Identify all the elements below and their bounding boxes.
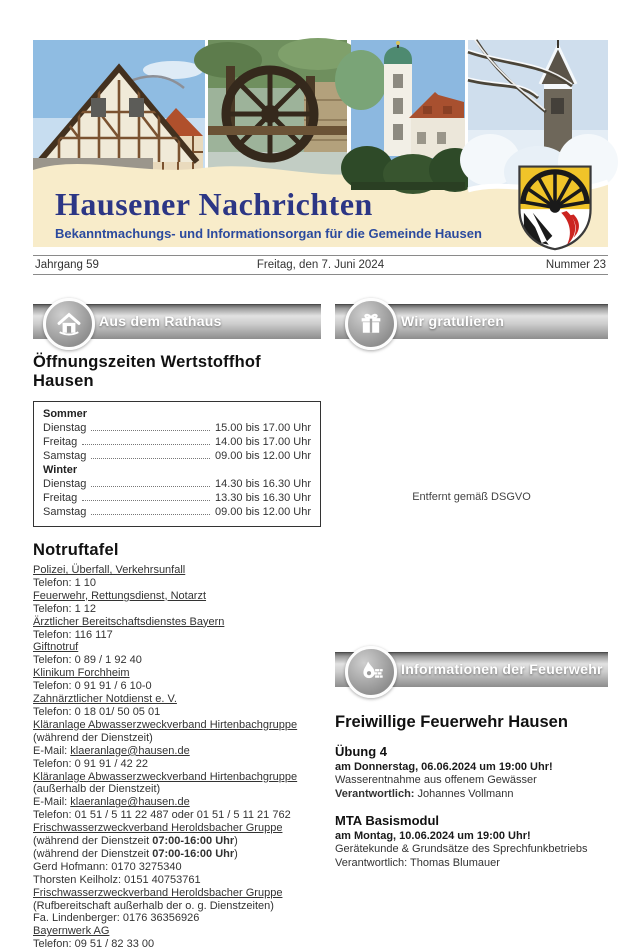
emergency-text: Telefon: 116 117 [33,628,113,641]
feuerwehr-item-description: Wasserentnahme aus offenem Gewässer [335,774,537,786]
emergency-text: Telefon: 01 51 / 5 11 22 487 oder 01 51 / 5 11 21 762 [33,809,291,822]
emergency-line [33,912,321,925]
opening-hours-group-label: Winter [43,464,78,476]
flame-icon [345,646,397,698]
emergency-line [33,564,321,577]
section-label-gratulieren: Wir gratulieren [401,313,505,329]
gift-icon [345,298,397,350]
dot-leader [91,477,210,487]
newsletter-subtitle: Bekanntmachungs- und Informationsorgan für die Gemeinde Hausen [55,226,482,241]
email-link[interactable]: klaeranlage@hausen.de [70,744,190,757]
dot-leader [91,449,210,459]
emergency-line [33,680,321,693]
emergency-entry-name: Kläranlage Abwasserzweckverband Hirtenbachgruppe [33,770,298,783]
emergency-line [33,758,321,771]
emergency-line [33,796,321,809]
feuerwehr-item-description: Gerätekunde & Grundsätze des Sprechfunkbetriebs [335,843,588,855]
emergency-text: (während der Dienstzeit) [33,731,153,744]
emergency-line [33,925,321,938]
emergency-line [33,900,321,913]
issue-jahrgang: Jahrgang 59 [35,259,99,271]
section-bar-feuerwehr [335,652,608,687]
emergency-text: Thorsten Keilholz: 0151 40753761 [33,873,201,886]
emergency-line [33,887,321,900]
emergency-text: Telefon: 0 18 01/ 50 05 01 [33,705,161,718]
emergency-entry-name: Kläranlage Abwasserzweckverband Hirtenbachgruppe [33,718,298,731]
opening-hours-heading: Öffnungszeiten Wertstoffhof Hausen [33,353,261,390]
emergency-entry-name: Giftnotruf [33,641,79,654]
opening-hours-row [43,477,311,491]
feuerwehr-item-title: Übung 4 [335,744,387,759]
responsible-label: Verantwortlich: [335,856,408,869]
emergency-line [33,822,321,835]
emergency-line [33,809,321,822]
hausen-coat-of-arms [515,163,595,239]
dot-leader [91,505,210,515]
right-column [335,297,608,870]
opening-hours-time: 09.00 bis 12.00 Uhr [214,506,311,518]
home-icon [43,298,95,350]
feuerwehr-item-datetime: am Montag, 10.06.2024 um 19:00 Uhr! [335,829,531,842]
responsible-label: Verantwortlich: [335,787,415,800]
issue-date: Freitag, den 7. Juni 2024 [256,259,385,271]
emergency-line [33,874,321,887]
opening-hours-row [43,491,311,505]
opening-hours-row [43,505,311,519]
emergency-line [33,783,321,796]
emergency-entry-name: Polizei, Überfall, Verkehrsunfall [33,564,186,576]
emergency-entry-name: Ärztlicher Bereitschaftsdienstes Bayern [33,615,225,628]
opening-hours-row [43,435,311,449]
emergency-text: (während der Dienstzeit [33,847,153,860]
emergency-line [33,693,321,706]
emergency-line [33,861,321,874]
emergency-line [33,590,321,603]
dsgvo-removed-note: Entfernt gemäß DSGVO [412,491,531,503]
emergency-text: E-Mail: [33,796,71,809]
emergency-line [33,745,321,758]
emergency-line [33,848,321,861]
emergency-line [33,667,321,680]
issue-nummer: Nummer 23 [545,259,606,271]
emergency-text: Telefon: 1 12 [33,602,96,615]
photo-white-church-tower [351,40,465,190]
dot-leader [82,435,210,445]
emergency-line [33,719,321,732]
emergency-line [33,616,321,629]
opening-hours-time: 15.00 bis 17.00 Uhr [214,422,311,434]
emergency-text: Telefon: 0 91 91 / 6 10-0 [33,680,152,693]
feuerwehr-items [335,745,608,870]
opening-hours-table [33,401,321,527]
section-bar-gratulieren [335,304,608,339]
emergency-text: Telefon: 0 91 91 / 42 22 [33,757,148,770]
emergency-line [33,603,321,616]
newsletter-title: Hausener Nachrichten [55,186,373,222]
emergency-entry-name: Frischwasserzweckverband Heroldsbacher Gruppe [33,822,283,835]
opening-hours-group-label: Sommer [43,408,88,420]
emergency-line [33,938,321,951]
feuerwehr-item-datetime: am Donnerstag, 06.06.2024 um 19:00 Uhr! [335,760,553,773]
emergency-line [33,706,321,719]
emergency-text: 07:00-16:00 Uhr [152,835,235,848]
opening-hours-time: 09.00 bis 12.00 Uhr [214,450,311,462]
opening-hours-row [43,449,311,463]
opening-hours-day: Dienstag [43,478,87,490]
opening-hours-time: 14.00 bis 17.00 Uhr [214,436,311,448]
emergency-text: Telefon: 0 89 / 1 92 40 [33,654,142,667]
emergency-text: (außerhalb der Dienstzeit) [33,783,161,796]
emergency-line [33,771,321,784]
feuerwehr-item-responsible: Verantwortlich: Johannes Vollmann [335,787,514,800]
emergency-entry-name: Frischwasserzweckverband Heroldsbacher Gruppe [33,886,283,899]
issue-info-bar [33,255,608,275]
opening-hours-row [43,421,311,435]
emergency-text: Telefon: 09 51 / 82 33 00 [33,938,155,951]
emergency-list [33,564,321,951]
emergency-heading: Notruftafel [33,541,119,559]
feuerwehr-item [335,745,608,801]
emergency-text: Fa. Lindenberger: 0176 36356926 [33,912,200,925]
feuerwehr-item-responsible: Verantwortlich: Thomas Blumauer [335,856,500,869]
emergency-entry-name: Bayernwerk AG [33,925,110,938]
masthead [33,40,608,247]
emergency-entry-name: Klinikum Forchheim [33,667,130,680]
opening-hours-day: Samstag [43,450,87,462]
opening-hours-time: 13.30 bis 16.30 Uhr [214,492,311,504]
emergency-text: Telefon: 1 10 [33,576,96,589]
dot-leader [82,491,210,501]
feuerwehr-item-title: MTA Basismodul [335,813,440,828]
emergency-text: E-Mail: [33,744,71,757]
section-label-feuerwehr: Informationen der Feuerwehr [401,661,603,677]
opening-hours-day: Freitag [43,436,78,448]
emergency-line [33,577,321,590]
dot-leader [91,421,210,431]
emergency-text: 07:00-16:00 Uhr [152,847,235,860]
emergency-line [33,732,321,745]
emergency-text: (Rufbereitschaft außerhalb der o. g. Dienstzeiten) [33,899,274,912]
emergency-line [33,835,321,848]
emergency-text: Gerd Hofmann: 0170 3275340 [33,860,182,873]
opening-hours-time: 14.30 bis 16.30 Uhr [214,478,311,490]
emergency-line [33,654,321,667]
emergency-line [33,629,321,642]
email-link[interactable]: klaeranlage@hausen.de [70,796,190,809]
opening-hours-day: Samstag [43,506,87,518]
opening-hours-day: Dienstag [43,422,87,434]
emergency-entry-name: Feuerwehr, Rettungsdienst, Notarzt [33,589,207,602]
emergency-text: ) [234,835,238,848]
section-label-rathaus: Aus dem Rathaus [99,313,222,329]
section-bar-rathaus [33,304,321,339]
emergency-line [33,641,321,654]
emergency-entry-name: Zahnärztlicher Notdienst e. V. [33,693,177,706]
emergency-text: ) [234,847,238,860]
feuerwehr-heading: Freiwillige Feuerwehr Hausen [335,713,568,731]
left-column [33,297,321,951]
opening-hours-day: Freitag [43,492,78,504]
feuerwehr-item [335,814,608,870]
emergency-text: (während der Dienstzeit [33,835,153,848]
